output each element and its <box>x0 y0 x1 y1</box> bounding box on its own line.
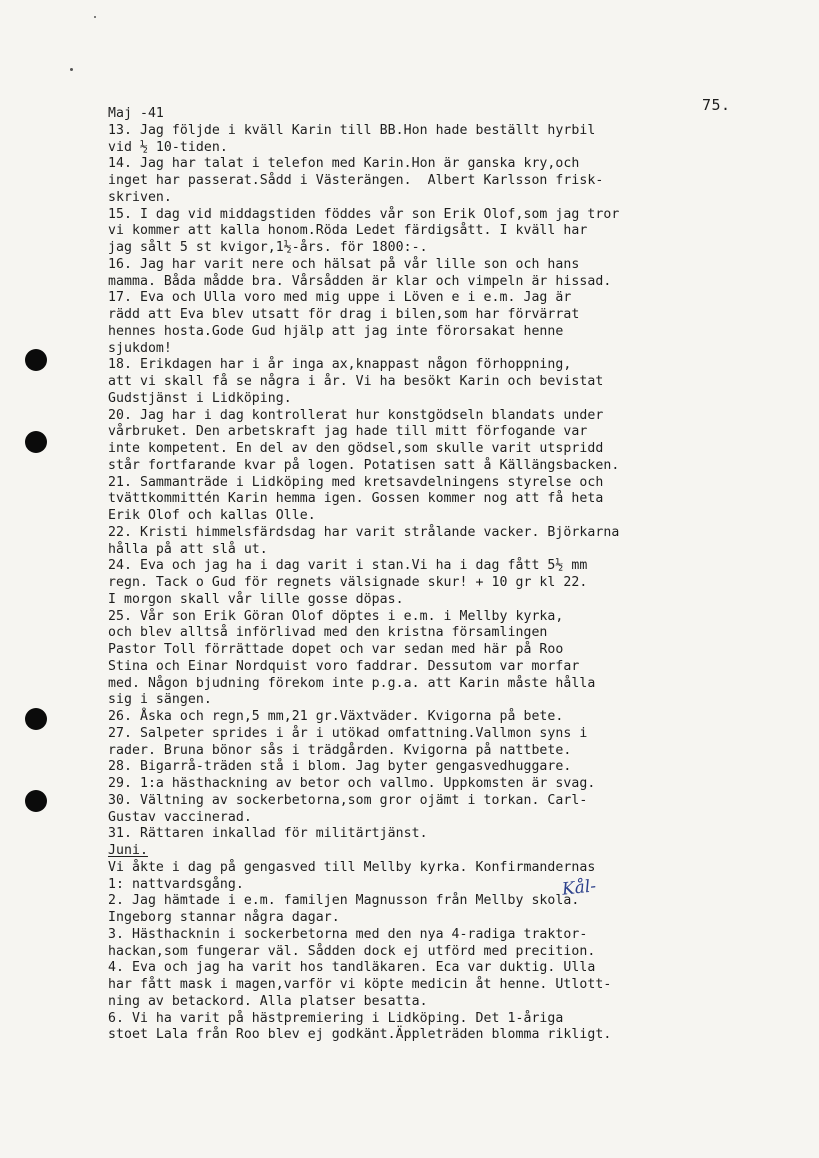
text-line: 28. Bigarrå-träden stå i blom. Jag byter gengasvedhuggare. <box>108 759 572 775</box>
text-line: 13. Jag följde i kväll Karin till BB.Hon hade beställt hyrbil <box>108 122 596 138</box>
text-line: med. Någon bjudning förekom inte p.g.a. att Karin måste hålla <box>108 675 596 691</box>
punch-hole-4 <box>25 790 47 812</box>
text-line: vi kommer att kalla honom.Röda Ledet färdigsått. I kväll har <box>108 223 588 239</box>
text-line: Gustav vaccinerad. <box>108 809 252 825</box>
text-line: rädd att Eva blev utsatt för drag i bilen,som har förvärrat <box>108 307 580 322</box>
text-line: 14. Jag har talat i telefon med Karin.Hon är ganska kry,och <box>108 156 580 172</box>
paper-speck <box>70 68 73 71</box>
text-line: 21. Sammanträde i Lidköping med kretsavdelningens styrelse och <box>108 474 604 490</box>
text-line: Ingeborg stannar några dagar. <box>108 910 340 925</box>
text-line: tvättkommittén Karin hemma igen. Gossen kommer nog att få heta <box>108 491 604 507</box>
text-line: 30. Vältning av sockerbetorna,som gror ojämt i torkan. Carl- <box>108 792 588 808</box>
text-line: 27. Salpeter sprides i år i utökad omfattning.Vallmon syns i <box>108 725 588 741</box>
punch-hole-1 <box>25 349 47 371</box>
text-line: mamma. Båda mådde bra. Vårsådden är klar och vimpeln är hissad. <box>108 273 612 289</box>
text-line: 4. Eva och jag ha varit hos tandläkaren. Eca var duktig. Ulla <box>108 960 596 976</box>
text-line: 26. Åska och regn,5 mm,21 gr.Växtväder. Kvigorna på bete. <box>108 709 564 724</box>
text-line: vårbruket. Den arbetskraft jag hade till mitt förfogande var <box>108 424 588 440</box>
text-line: Maj -41 <box>108 106 164 121</box>
text-line: och blev alltså införlivad med den kristna församlingen <box>108 625 548 641</box>
punch-hole-2 <box>25 431 47 453</box>
text-line: 6. Vi ha varit på hästpremiering i Lidköping. Det 1-åriga <box>108 1010 564 1026</box>
month-heading: Juni. <box>108 843 148 858</box>
text-line: hennes hosta.Gode Gud hjälp att jag inte förorsakat henne <box>108 323 564 339</box>
text-line: sig i sängen. <box>108 692 212 708</box>
text-line: 3. Hästhacknin i sockerbetorna med den nya 4-radiga traktor- <box>108 926 588 942</box>
text-line: 17. Eva och Ulla voro med mig uppe i Löven e i e.m. Jag är <box>108 290 572 306</box>
text-line: vid ½ 10-tiden. <box>108 139 228 155</box>
text-line: Stina och Einar Nordquist voro faddrar. Dessutom var morfar <box>108 658 580 674</box>
text-line: Erik Olof och kallas Olle. <box>108 508 316 523</box>
text-line: 1: nattvardsgång. <box>108 876 244 892</box>
text-line: stoet Lala från Roo blev ej godkänt.Äppleträden blomma rikligt. <box>108 1027 612 1043</box>
text-line: inget har passerat.Sådd i Västerängen. Albert Karlsson frisk- <box>108 173 604 188</box>
text-line: skriven. <box>108 189 172 205</box>
text-line <box>108 1044 619 1061</box>
text-line: rader. Bruna bönor sås i trädgården. Kvigorna på nattbete. <box>108 742 572 758</box>
page-number: 75. <box>702 96 731 114</box>
text-line: 31. Rättaren inkallad för militärtjänst. <box>108 826 428 842</box>
text-line: inte kompetent. En del av den gödsel,som skulle varit utspridd <box>108 441 604 456</box>
text-line: att vi skall få se några i år. Vi ha besökt Karin och bevistat <box>108 374 604 389</box>
text-line: 15. I dag vid middagstiden föddes vår son Erik Olof,som jag tror <box>108 206 620 222</box>
text-line: 2. Jag hämtade i e.m. familjen Magnusson från Mellby skola. <box>108 893 580 909</box>
text-line: hackan,som fungerar väl. Sådden dock ej utförd med precition. <box>108 943 596 959</box>
text-line: 24. Eva och jag ha i dag varit i stan.Vi ha i dag fått 5½ mm <box>108 558 588 574</box>
text-line: sjukdom! <box>108 340 172 356</box>
text-line: Pastor Toll förrättade dopet och var sedan med här på Roo <box>108 642 564 657</box>
text-line: I morgon skall vår lille gosse döpas. <box>108 591 404 607</box>
text-line: 22. Kristi himmelsfärdsdag har varit strålande vacker. Björkarna <box>108 524 620 540</box>
handwritten-correction: Kål- <box>561 876 597 900</box>
text-line: står fortfarande kvar på logen. Potatisen satt å Källängsbacken. <box>108 457 620 473</box>
text-line: 29. 1:a hästhackning av betor och vallmo. Uppkomsten är svag. <box>108 776 596 791</box>
diary-text <box>108 106 619 1061</box>
paper-speck <box>94 16 96 18</box>
text-line: 16. Jag har varit nere och hälsat på vår lille son och hans <box>108 256 580 272</box>
text-line: hålla på att slå ut. <box>108 541 268 557</box>
punch-hole-3 <box>25 708 47 730</box>
text-line: 20. Jag har i dag kontrollerat hur konstgödseln blandats under <box>108 407 604 423</box>
text-line: Vi åkte i dag på gengasved till Mellby kyrka. Konfirmandernas <box>108 859 596 875</box>
text-line: har fått mask i magen,varför vi köpte medicin åt henne. Utlott- <box>108 977 612 992</box>
text-line: 25. Vår son Erik Göran Olof döptes i e.m. i Mellby kyrka, <box>108 608 564 624</box>
text-line: 18. Erikdagen har i år inga ax,knappast någon förhoppning, <box>108 357 572 373</box>
text-line: jag sålt 5 st kvigor,1½-års. för 1800:-. <box>108 240 428 255</box>
text-line: Gudstjänst i Lidköping. <box>108 390 292 406</box>
text-line: regn. Tack o Gud för regnets välsignade skur! + 10 gr kl 22. <box>108 575 588 590</box>
text-line: ning av betackord. Alla platser besatta. <box>108 993 428 1009</box>
